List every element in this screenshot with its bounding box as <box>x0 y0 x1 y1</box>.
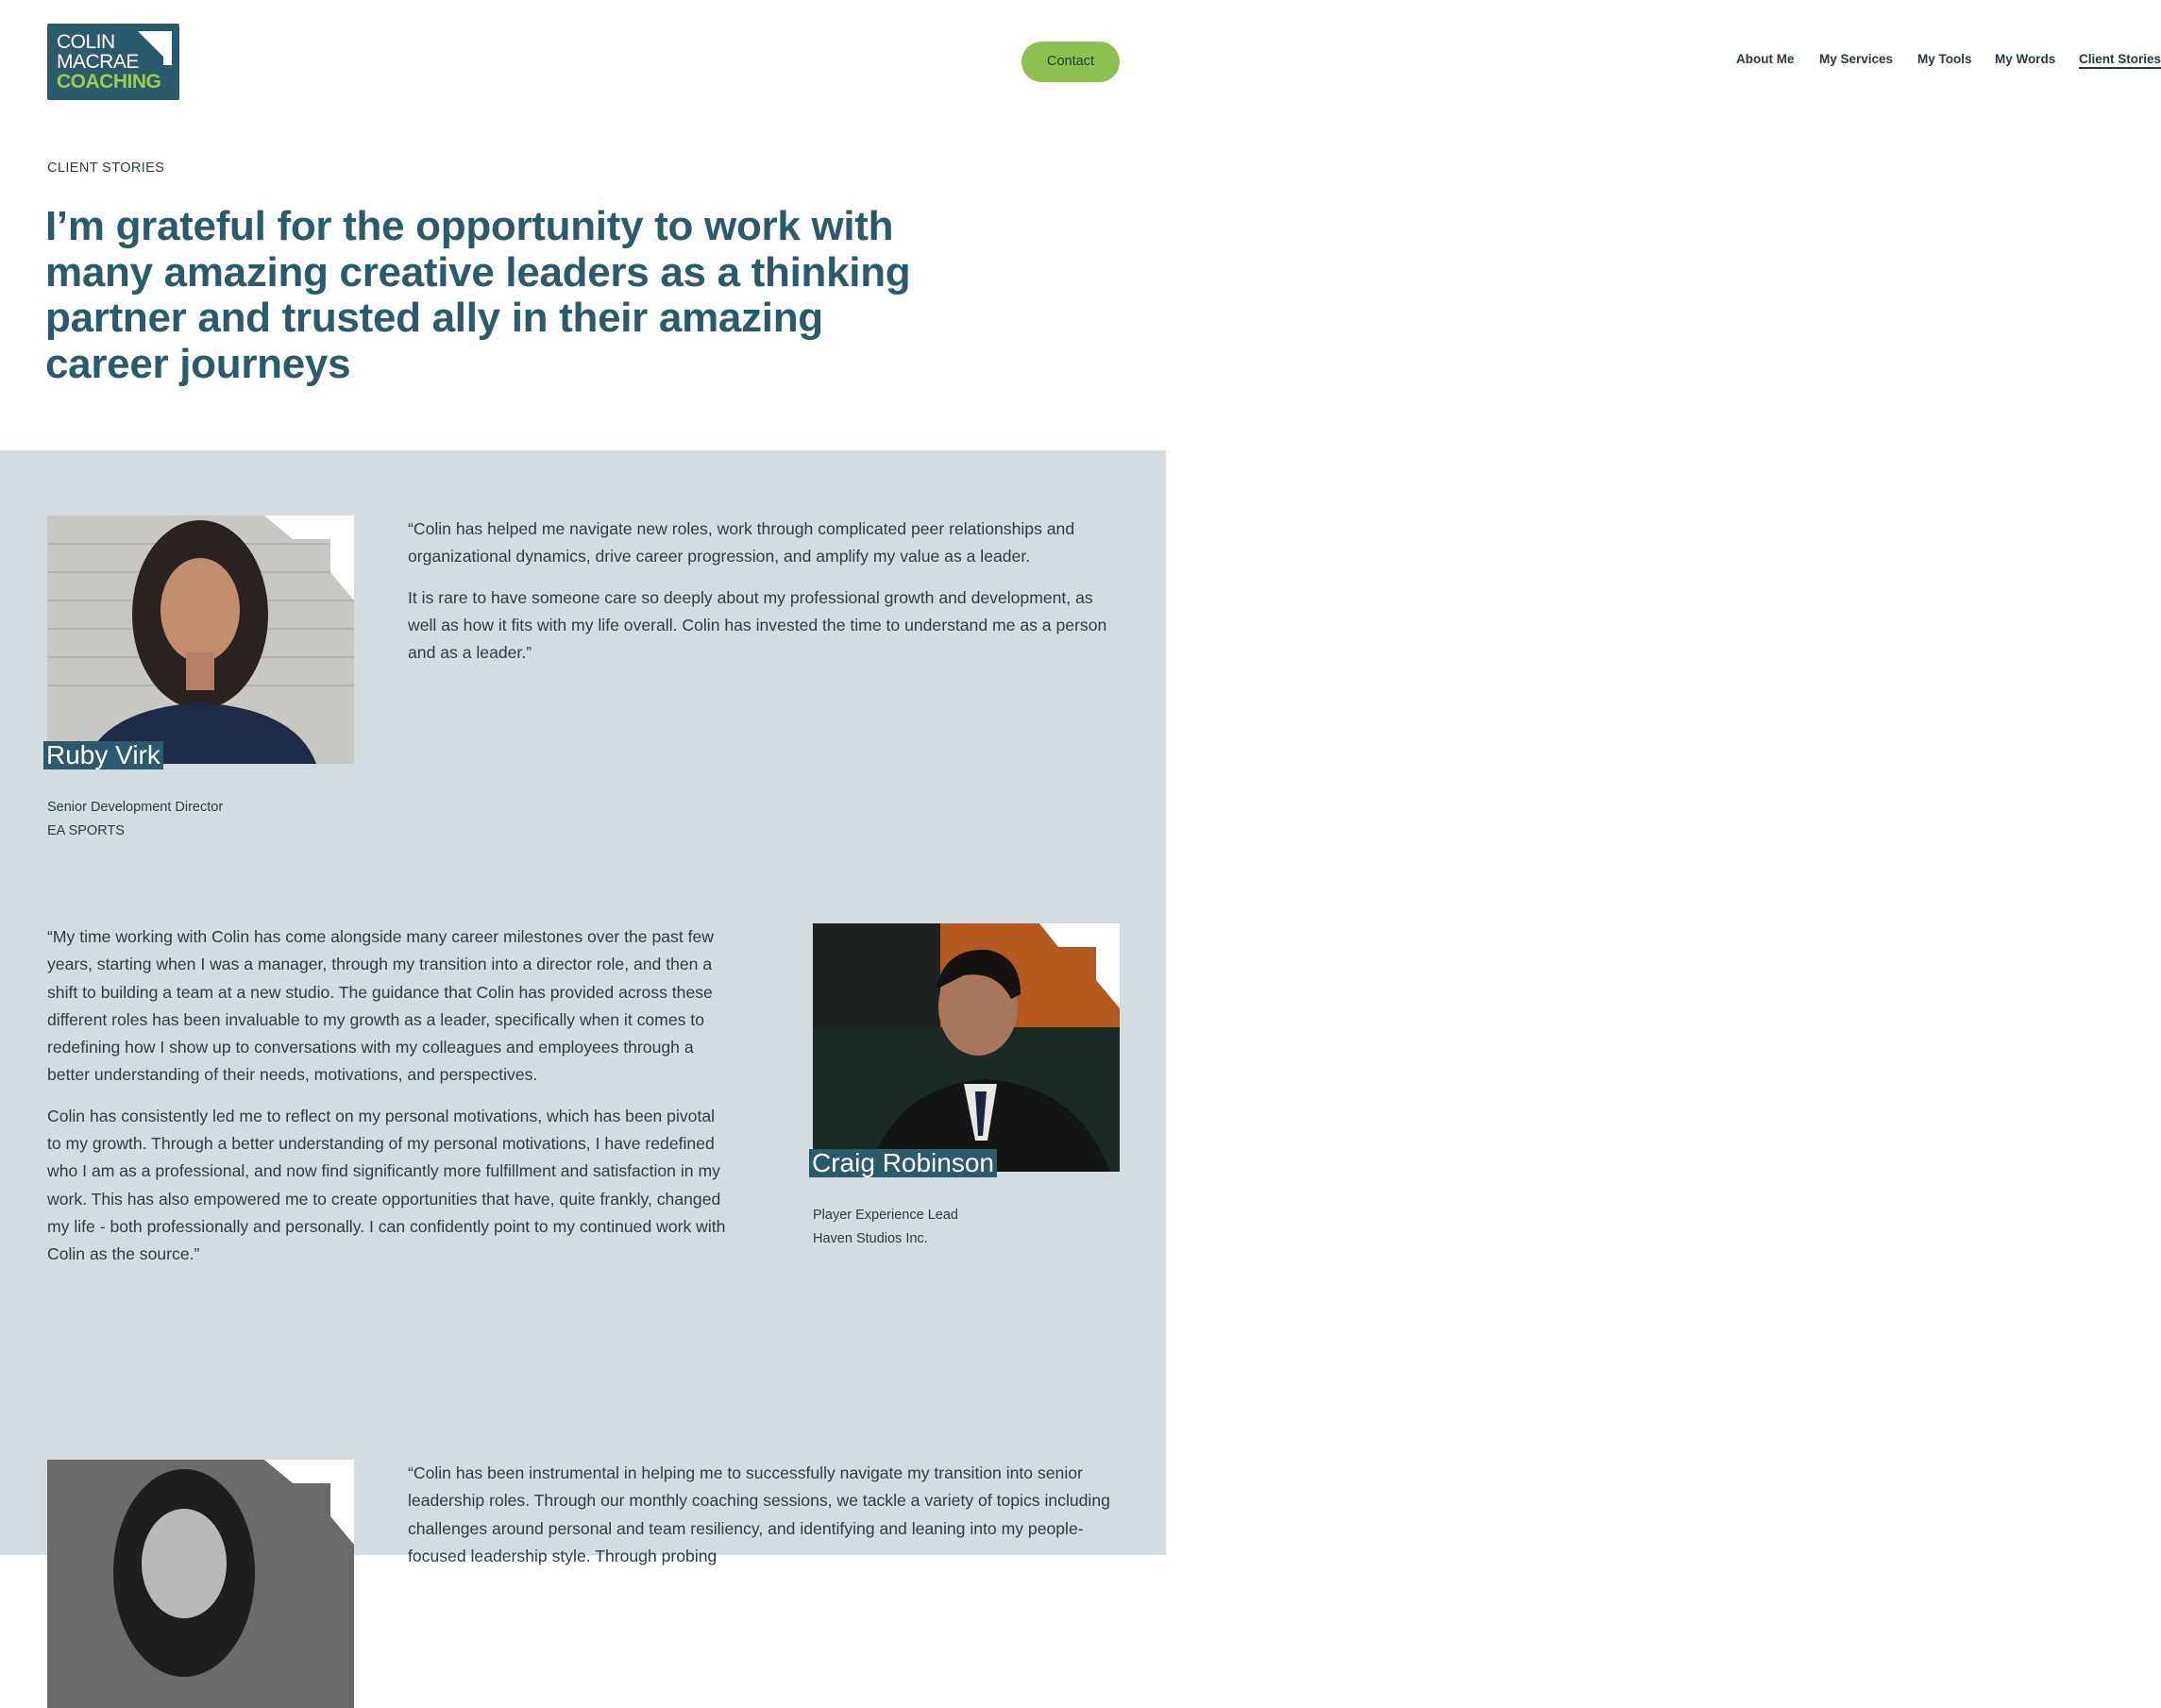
nav-my-words[interactable]: My Words <box>1995 52 2056 66</box>
nav-my-tools[interactable]: My Tools <box>1917 52 1972 66</box>
testimonial-role <box>47 796 223 843</box>
site-header <box>0 0 2161 123</box>
nav-my-services[interactable]: My Services <box>1819 52 1894 66</box>
quote-paragraph: Colin has consistently led me to reflect on my personal motivations, which has been pivotal to my growth. Through a better understanding of my personal motivations, I have redefined who I am as a professional, and now find significantly more fulfillment and satisfaction in my work. This has also empowered me to create opportunities that have, quite frankly, changed my life - both professionally and personally. I can confidently point to my continued work with Colin as the source.” <box>47 1106 726 1264</box>
testimonial-photo-ruby <box>47 516 354 764</box>
logo-line-3: COACHING <box>57 71 161 93</box>
quote-paragraph: “Colin has been instrumental in helping me to successfully navigate my transition into senior leadership roles. Through our monthly coaching sessions, we tackle a variety of topics including challenges around personal and team resiliency, and identifying and leaning into my people-focused leadership style. Through probing <box>408 1463 1110 1565</box>
quote-paragraph: “Colin has helped me navigate new roles, work through complicated peer relationships and organizational dynamics, drive career progression, and amplify my value as a leader. <box>408 519 1075 567</box>
page-headline: I’m grateful for the opportunity to work with many amazing creative leaders as a thinking partner and trusted ally in their amazing career journeys <box>45 203 911 387</box>
quote-paragraph: “My time working with Colin has come alongside many career milestones over the past few years, starting when I was a manager, through my transition into a director role, and then a shift to building a team at a new studio. The guidance that Colin has provided across these different roles has been invaluable to my growth as a leader, specifically when it comes to redefining how I show up to conversations with my colleagues and employees through a better understanding of their needs, motivations, and perspectives. <box>47 927 715 1085</box>
testimonial-role <box>813 1204 958 1251</box>
contact-button[interactable]: Contact <box>1021 42 1120 82</box>
brand-logo[interactable] <box>47 24 179 100</box>
nav-about-me[interactable]: About Me <box>1736 52 1795 66</box>
role-title: Senior Development Director <box>47 800 224 815</box>
logo-corner-icon <box>138 31 172 65</box>
logo-line-2: MACRAE <box>57 51 139 73</box>
testimonial-quote <box>408 1460 1125 1570</box>
role-company: EA SPORTS <box>47 823 125 838</box>
logo-line-1: COLIN <box>57 31 115 53</box>
testimonial-quote <box>47 923 732 1269</box>
quote-paragraph: It is rare to have someone care so deeply about my professional growth and development, as well as how it fits with my life overall. Colin has invested the time to understand me as a person and as a leader.” <box>408 587 1107 663</box>
role-company: Haven Studios Inc. <box>813 1231 928 1246</box>
nav-client-stories[interactable]: Client Stories <box>2079 52 2161 69</box>
testimonial-photo-craig <box>813 923 1120 1172</box>
section-eyebrow: CLIENT STORIES <box>47 161 165 176</box>
testimonial-name: Ruby Virk <box>43 741 163 769</box>
testimonial-photo-third <box>47 1460 354 1708</box>
role-title: Player Experience Lead <box>813 1208 958 1223</box>
testimonial-quote <box>408 516 1125 667</box>
testimonial-name: Craig Robinson <box>809 1149 997 1177</box>
